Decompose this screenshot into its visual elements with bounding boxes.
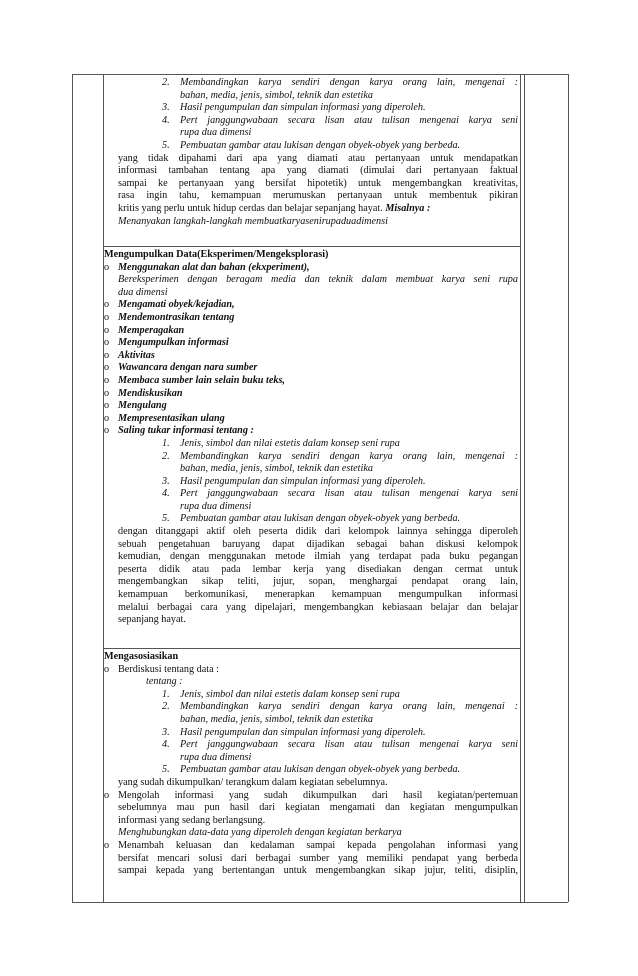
- para-line: kemudian, dengan menggunakan metode ilmiah yang terdapat pada buku pegangan: [118, 551, 518, 563]
- list-item: Aktivitas: [118, 349, 155, 361]
- list-item: Mengumpulkan informasi: [118, 337, 229, 349]
- para-line: peserta didik atau pada lembar kerja yang disediakan dengan cermat untuk: [118, 563, 518, 575]
- bullet-icon: o: [104, 374, 110, 386]
- misalnya-label: Misalnya :: [385, 202, 431, 214]
- para-line: rasa ingin tahu, kemampuan merumuskan pertanyaan untuk membentuk pikiran: [118, 190, 518, 202]
- section-divider-2: [103, 648, 520, 649]
- table-border-left: [72, 74, 73, 902]
- bullet-icon: o: [104, 311, 110, 323]
- section-associate: Mengasosiasikan o Berdiskusi tentang data : tentang : 1. Jenis, simbol dan nilai estetis dalam konsep seni rupa 2. Membandingkan karya sendiri dengan karya orang lain, mengenai : bahan, media, jenis, simbol, teknik dan estetika 3. Hasil pengumpulan dan simpulan informasi yang diperoleh. 4. Pert janggungwabaan secara lisan atau tulisan mengenai karya seni rupa dua dimensi 5. Pembuatan gambar atau lukisan dengan obyek-obyek yang berbeda. yang sudah dikumpulkan/ terangkum dalam kegiatan sebelumnya. o Mengolah informasi yang sudah dikumpulkan dari hasil kegiatan/pertemuan sebelumnya mau pun hasil dari kegiatan mengamati dan kegiatan mengumpulkan informasi yang sedang berlangsung. Menghubungkan data-data yang diperoleh dengan kegiatan berkarya o Menambah keluasan dan kedalaman sampai kepada pengolahan informasi yang bersifat mencari solusi dari berbagai sumber yang memiliki pendapat yang berbeda sampai kepada yang bertentangan untuk mengembangkan sikap jujur, teliti, disiplin,: [104, 651, 518, 877]
- table-border-top: [72, 74, 568, 75]
- bullet-icon: o: [104, 789, 110, 801]
- list-item: Mendemontrasikan tentang: [118, 311, 235, 323]
- para-line: sepanjang hayat.: [118, 614, 186, 626]
- bullet-icon: o: [104, 425, 110, 437]
- section-divider-1: [103, 246, 520, 247]
- table-border-bottom: [72, 902, 568, 903]
- bullet-icon: o: [104, 387, 110, 399]
- section-questioning: 2. Membandingkan karya sendiri dengan karya orang lain, mengenai : bahan, media, jenis, simbol, teknik dan estetika 3. Hasil pengumpulan dan simpulan informasi yang diperoleh. 4. Pert janggungwabaan secara lisan atau tulisan mengenai karya seni rupa dua dimensi 5. Pembuatan gambar atau lukisan dengan obyek-obyek yang berbeda. yang tidak dipahami dari apa yang diamati atau pertanyaan untuk mendapatkan informasi tambahan tentang apa yang diamati (dimulai dari pertanyaan faktual sampai ke pertanyaan yang bersifat hipotetik) untuk mengembangkan kreativitas, rasa ingin tahu, kemampuan merumuskan pertanyaan untuk membentuk pikiran kritis yang perlu untuk hidup cerdas dan belajar sepanjang hayat. Misalnya : Menanyakan langkah-langkah membuatkaryasenirupaduadimensi: [118, 77, 518, 227]
- para-line: kemampuan berkomunikasi, menerapkan kemampuan mengumpulkan informasi: [118, 589, 518, 601]
- section-collect: Mengumpulkan Data(Eksperimen/Mengeksplorasi) o Menggunakan alat dan bahan (ekxperiment), Bereksperimen dengan beragam media dan teknik dalam membuat karya seni rupa dua dimensi o Mengamati obyek/kejadian, o Mendemontrasikan tentang o Memperagakan o Mengumpulkan informasi o Aktivitas o Wawancara dengan nara sumber o Membaca sumber lain selain buku teks, o Mendiskusikan o Mengulang o Mempresentasikan ulang o Saling tukar informasi tentang : 1. Jenis, simbol dan nilai estetis dalam konsep seni rupa 2. Membandingkan karya sendiri dengan karya orang lain, mengenai : bahan, media, jenis, simbol, teknik dan estetika 3. Hasil pengumpulan dan simpulan informasi yang diperoleh. 4. Pert janggungwabaan secara lisan atau tulisan mengenai karya seni rupa dua dimensi 5. Pembuatan gambar atau lukisan dengan obyek-obyek yang berbeda. dengan ditanggapi aktif oleh peserta didik dari kelompok lainnya sehingga diperoleh sebuah pengetahuan baruyang dapat dijadikan sebagai bahan diskusi kelompok kemudian, dengan menggunakan metode ilmiah yang terdapat pada buku pegangan peserta didik atau pada lembar kerja yang disediakan dengan cermat untuk mengembangkan sikap teliti, jujur, sopan, menghargai pendapat orang lain, kemampuan berkomunikasi, menerapkan kemampuan mengumpulkan informasi melalui berbagai cara yang dipelajari, mengembangkan kebiasaan belajar dan belajar sepanjang hayat.: [104, 249, 518, 626]
- bullet-icon: o: [104, 362, 110, 374]
- bullet-icon: o: [104, 261, 110, 273]
- list-item: Mengamati obyek/kejadian,: [118, 299, 235, 311]
- bullet-icon: o: [104, 663, 110, 675]
- list-item: Memperagakan: [118, 324, 185, 336]
- para-line: mengembangkan sikap teliti, jujur, sopan, menghargai pendapat orang lain,: [118, 576, 518, 588]
- associate-heading: Mengasosiasikan: [104, 651, 179, 662]
- table-border-col2: [520, 74, 521, 902]
- table-border-right: [568, 74, 569, 902]
- bullet-icon: o: [104, 324, 110, 336]
- list-item: Mempresentasikan ulang: [118, 412, 225, 424]
- para-line: melalui berbagai cara yang dipelajari, mengembangkan kebiasaan belajar dan belajar: [118, 601, 518, 613]
- para-line: sebuah pengetahuan baruyang dapat dijadikan sebagai bahan diskusi kelompok: [118, 538, 518, 550]
- list-item: Mengulang: [118, 400, 167, 412]
- list-item: Saling tukar informasi tentang :: [118, 425, 254, 437]
- list-item: Wawancara dengan nara sumber: [118, 362, 258, 374]
- table-border-col3: [524, 74, 525, 902]
- example-text: Menanyakan langkah-langkah membuatkaryasenirupaduadimensi: [118, 215, 388, 227]
- list-item: Membaca sumber lain selain buku teks,: [118, 374, 285, 386]
- bullet-icon: o: [104, 299, 110, 311]
- bullet-icon: o: [104, 337, 110, 349]
- bullet-icon: o: [104, 412, 110, 424]
- bullet-icon: o: [104, 400, 110, 412]
- para-line: informasi tambahan tentang apa yang diamati (dimulai dari pertanyaan faktual: [118, 165, 518, 177]
- collect-heading: Mengumpulkan Data(Eksperimen/Mengeksplorasi): [104, 249, 329, 260]
- para-line: dengan ditanggapi aktif oleh peserta didik dari kelompok lainnya sehingga diperoleh: [118, 526, 518, 538]
- para-line: yang tidak dipahami dari apa yang diamati atau pertanyaan untuk mendapatkan: [118, 152, 518, 164]
- bullet-icon: o: [104, 349, 110, 361]
- bullet-icon: o: [104, 839, 110, 851]
- list-item: Mendiskusikan: [118, 387, 183, 399]
- para-line: sampai ke pertanyaan yang bersifat hipotetik) untuk mengembangkan kreativitas,: [118, 177, 518, 189]
